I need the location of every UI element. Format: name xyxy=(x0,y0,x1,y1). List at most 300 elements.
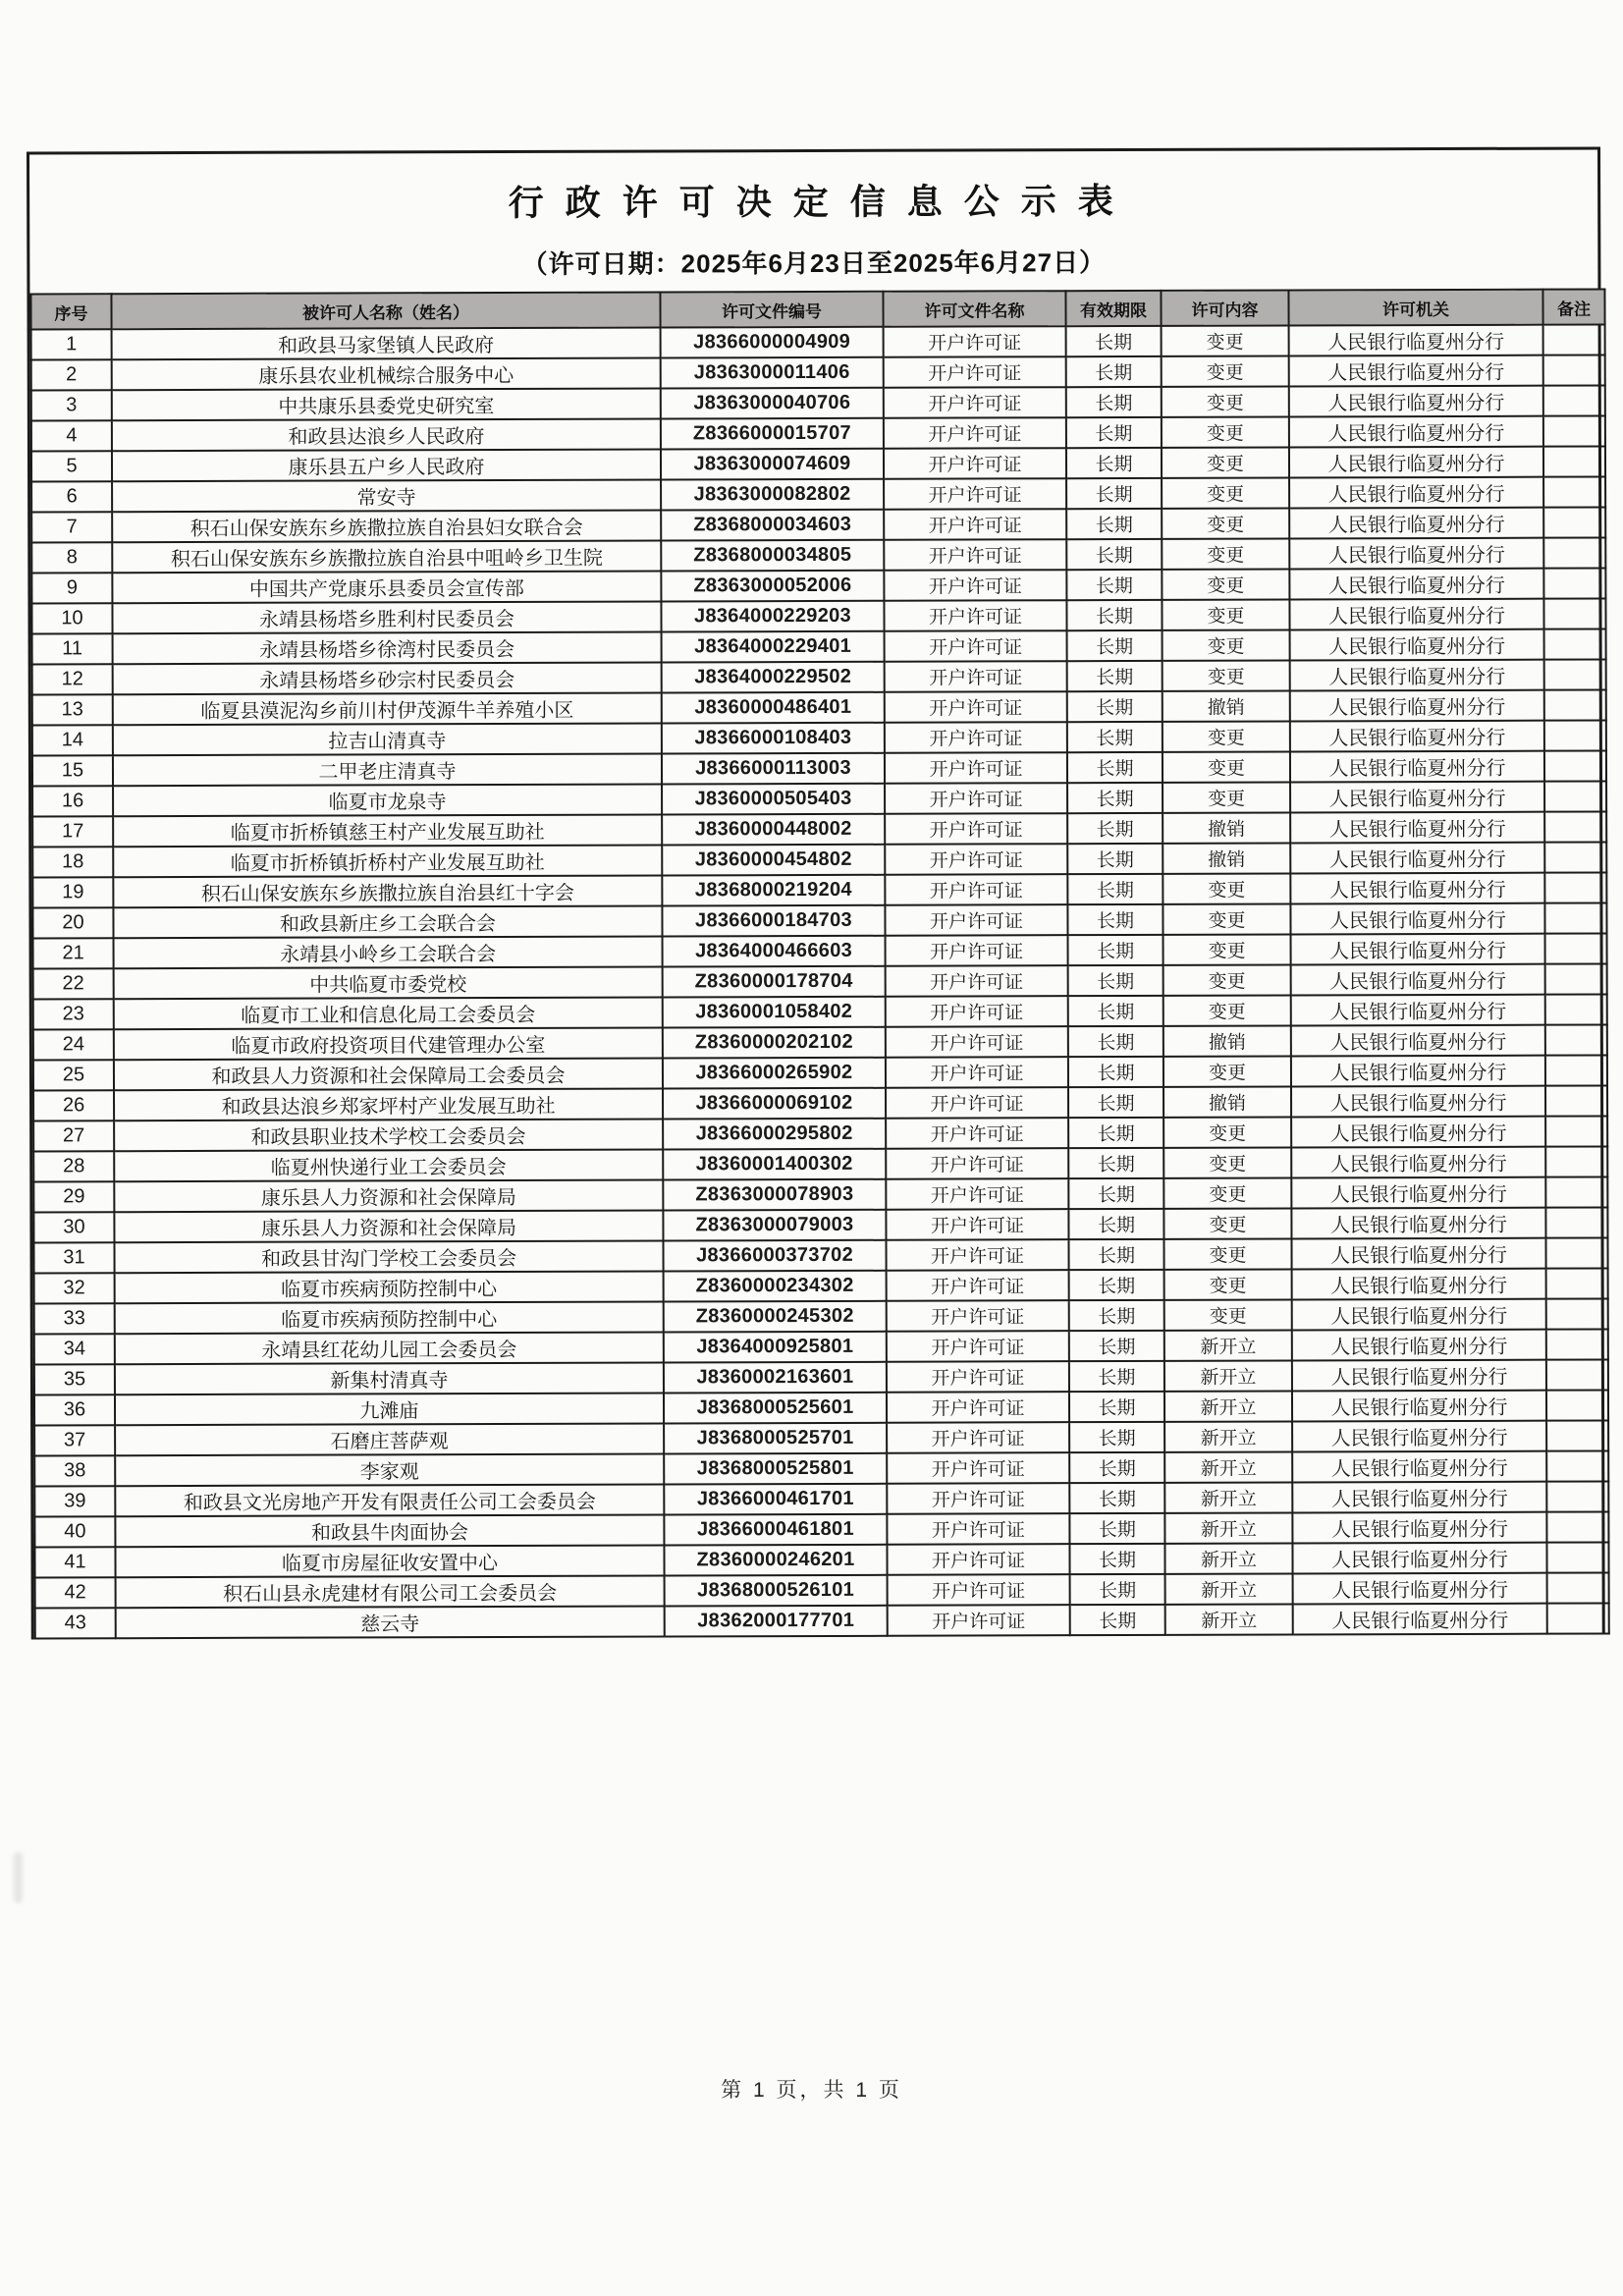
row-no: 23 xyxy=(33,999,114,1029)
validity: 长期 xyxy=(1067,722,1163,752)
table-row xyxy=(33,1207,1607,1242)
row-no: 30 xyxy=(33,1212,114,1242)
license-doc-name: 开户许可证 xyxy=(886,935,1068,966)
validity: 长期 xyxy=(1068,1209,1163,1239)
remark xyxy=(1547,1603,1609,1633)
table-row xyxy=(31,385,1605,420)
remark xyxy=(1544,842,1606,872)
license-content: 变更 xyxy=(1162,416,1289,447)
license-content: 变更 xyxy=(1162,386,1289,416)
remark xyxy=(1545,1176,1607,1207)
table-row xyxy=(35,1603,1609,1638)
license-content: 撤销 xyxy=(1163,1025,1291,1056)
row-no: 8 xyxy=(31,542,112,573)
license-doc-name: 开户许可证 xyxy=(885,630,1067,662)
license-doc-no: Z8360000246201 xyxy=(664,1545,887,1576)
authority: 人民银行临夏州分行 xyxy=(1292,1482,1546,1513)
authority: 人民银行临夏州分行 xyxy=(1289,355,1543,387)
validity: 长期 xyxy=(1068,996,1163,1026)
validity: 长期 xyxy=(1066,570,1162,600)
license-doc-name: 开户许可证 xyxy=(885,844,1067,875)
license-doc-no: J8363000040706 xyxy=(661,388,884,419)
authority: 人民银行临夏州分行 xyxy=(1292,1299,1546,1331)
table-row xyxy=(31,415,1605,451)
licensee-name: 常安寺 xyxy=(112,479,661,512)
licensee-name: 康乐县农业机械综合服务中心 xyxy=(112,357,661,390)
licensee-name: 永靖县杨塔乡砂宗村民委员会 xyxy=(113,662,662,694)
authority: 人民银行临夏州分行 xyxy=(1290,721,1544,752)
row-no: 3 xyxy=(31,390,112,420)
row-no: 24 xyxy=(33,1029,114,1060)
license-doc-name: 开户许可证 xyxy=(887,1392,1069,1423)
license-doc-no: J8366000295802 xyxy=(663,1119,886,1150)
license-doc-no: J8363000011406 xyxy=(661,357,884,389)
license-content: 新开立 xyxy=(1165,1604,1293,1634)
licensee-name: 二甲老庄清真寺 xyxy=(113,753,662,786)
column-header: 许可内容 xyxy=(1161,290,1288,325)
license-content: 变更 xyxy=(1162,599,1289,629)
authority: 人民银行临夏州分行 xyxy=(1291,1086,1545,1118)
licensee-name: 临夏市房屋征收安置中心 xyxy=(115,1545,664,1577)
validity: 长期 xyxy=(1068,965,1163,996)
license-doc-no: J8366000004909 xyxy=(661,327,884,358)
license-content: 变更 xyxy=(1162,477,1289,508)
license-doc-name: 开户许可证 xyxy=(885,661,1067,692)
table-row xyxy=(34,1329,1608,1364)
license-content: 撤销 xyxy=(1163,812,1290,843)
table-row xyxy=(31,355,1605,390)
validity: 长期 xyxy=(1066,600,1162,630)
row-no: 26 xyxy=(33,1090,114,1121)
authority: 人民银行临夏州分行 xyxy=(1289,416,1543,448)
row-no: 9 xyxy=(31,573,112,603)
license-doc-no: J8366000069102 xyxy=(663,1088,886,1120)
license-doc-name: 开户许可证 xyxy=(885,752,1067,784)
license-doc-no: J8364000466603 xyxy=(663,936,886,967)
table-row xyxy=(33,994,1607,1029)
row-no: 31 xyxy=(33,1242,114,1273)
remark xyxy=(1543,324,1605,355)
license-doc-name: 开户许可证 xyxy=(886,996,1068,1027)
authority: 人民银行临夏州分行 xyxy=(1291,1147,1545,1178)
authority: 人民银行临夏州分行 xyxy=(1289,325,1543,356)
license-doc-no: J8366000184703 xyxy=(662,905,885,937)
table-row xyxy=(34,1542,1608,1577)
remark xyxy=(1543,446,1605,476)
license-doc-name: 开户许可证 xyxy=(887,1422,1069,1453)
table-body xyxy=(31,324,1609,1638)
licensee-name: 临夏市折桥镇折桥村产业发展互助社 xyxy=(113,845,662,877)
table-row xyxy=(34,1420,1608,1455)
remark xyxy=(1543,537,1605,568)
row-no: 18 xyxy=(32,847,113,877)
validity: 长期 xyxy=(1068,1118,1163,1148)
table-row xyxy=(35,1572,1609,1608)
license-doc-name: 开户许可证 xyxy=(887,1452,1069,1484)
license-doc-no: J8360000454802 xyxy=(662,845,885,876)
row-no: 10 xyxy=(31,603,112,633)
license-doc-name: 开户许可证 xyxy=(886,1087,1068,1119)
license-content: 变更 xyxy=(1163,903,1290,934)
license-content: 变更 xyxy=(1164,1269,1292,1299)
row-no: 13 xyxy=(32,694,113,725)
license-doc-name: 开户许可证 xyxy=(888,1574,1070,1606)
licensee-name: 和政县甘沟门学校工会委员会 xyxy=(114,1240,663,1273)
license-doc-name: 开户许可证 xyxy=(887,1300,1069,1332)
authority: 人民银行临夏州分行 xyxy=(1290,903,1544,935)
table-row xyxy=(31,324,1605,359)
authority: 人民银行临夏州分行 xyxy=(1290,751,1544,783)
remark xyxy=(1544,872,1606,902)
remark xyxy=(1543,476,1605,507)
remark xyxy=(1546,1542,1608,1572)
authority: 人民银行临夏州分行 xyxy=(1293,1573,1547,1605)
license-doc-no: J8366000108403 xyxy=(662,723,885,754)
validity: 长期 xyxy=(1067,874,1163,904)
authority: 人民银行临夏州分行 xyxy=(1289,508,1543,539)
column-header: 有效期限 xyxy=(1065,291,1161,326)
table-row xyxy=(33,1024,1607,1060)
table-header xyxy=(30,289,1604,329)
authority: 人民银行临夏州分行 xyxy=(1291,934,1545,965)
table-row xyxy=(32,902,1606,938)
license-doc-no: J8368000525601 xyxy=(664,1393,887,1424)
license-content: 变更 xyxy=(1163,660,1290,690)
license-doc-no: Z8368000034805 xyxy=(661,540,884,572)
validity: 长期 xyxy=(1070,1605,1165,1635)
table-row xyxy=(32,750,1606,786)
table-row xyxy=(34,1390,1608,1425)
authority: 人民银行临夏州分行 xyxy=(1290,843,1544,874)
license-doc-name: 开户许可证 xyxy=(886,1178,1068,1210)
license-doc-name: 开户许可证 xyxy=(885,783,1067,814)
remark xyxy=(1544,659,1606,689)
row-no: 41 xyxy=(34,1547,115,1577)
license-doc-no: Z8360000178704 xyxy=(663,966,886,998)
table-row xyxy=(34,1481,1608,1516)
row-no: 2 xyxy=(31,359,112,390)
table-row xyxy=(32,842,1606,877)
validity: 长期 xyxy=(1069,1452,1164,1483)
authority: 人民银行临夏州分行 xyxy=(1289,477,1543,509)
row-no: 40 xyxy=(34,1516,115,1547)
table-row xyxy=(34,1450,1608,1486)
remark xyxy=(1545,994,1607,1024)
validity: 长期 xyxy=(1069,1422,1164,1452)
table-row xyxy=(34,1268,1608,1303)
license-doc-name: 开户许可证 xyxy=(884,356,1066,388)
remark xyxy=(1547,1572,1609,1603)
licensee-name: 和政县人力资源和社会保障局工会委员会 xyxy=(114,1058,663,1090)
row-no: 34 xyxy=(34,1334,115,1364)
license-content: 变更 xyxy=(1162,447,1289,477)
licensee-name: 永靖县红花幼儿园工会委员会 xyxy=(115,1332,664,1364)
licensee-name: 临夏州快递行业工会委员会 xyxy=(114,1149,663,1181)
license-doc-name: 开户许可证 xyxy=(884,509,1066,540)
license-content: 撤销 xyxy=(1163,1086,1291,1117)
license-doc-name: 开户许可证 xyxy=(886,1239,1068,1271)
license-doc-name: 开户许可证 xyxy=(884,600,1066,631)
row-no: 16 xyxy=(32,786,113,816)
table-row xyxy=(32,659,1606,694)
remark xyxy=(1543,355,1605,385)
authority: 人民银行临夏州分行 xyxy=(1289,447,1543,478)
validity: 长期 xyxy=(1066,509,1162,539)
licensee-name: 积石山保安族东乡族撒拉族自治县妇女联合会 xyxy=(112,510,661,542)
validity: 长期 xyxy=(1069,1270,1164,1300)
license-doc-no: Z8360000202102 xyxy=(663,1027,886,1059)
remark xyxy=(1545,933,1607,963)
permit-date-range: （许可日期：2025年6月23日至2025年6月27日） xyxy=(521,247,1107,279)
remark xyxy=(1544,781,1606,811)
validity: 长期 xyxy=(1068,1178,1163,1209)
license-content: 新开立 xyxy=(1164,1482,1292,1512)
authority: 人民银行临夏州分行 xyxy=(1290,660,1544,691)
license-content: 新开立 xyxy=(1164,1360,1292,1391)
authority: 人民银行临夏州分行 xyxy=(1292,1543,1546,1574)
validity: 长期 xyxy=(1067,691,1163,722)
authority: 人民银行临夏州分行 xyxy=(1290,690,1544,722)
license-doc-name: 开户许可证 xyxy=(887,1361,1069,1393)
licensee-name: 和政县马家堡镇人民政府 xyxy=(112,327,661,359)
validity: 长期 xyxy=(1069,1483,1164,1513)
column-header: 许可文件名称 xyxy=(883,291,1065,327)
authority: 人民银行临夏州分行 xyxy=(1289,569,1543,600)
licensee-name: 康乐县五户乡人民政府 xyxy=(112,449,661,481)
row-no: 19 xyxy=(32,877,113,907)
licensee-name: 中国共产党康乐县委员会宣传部 xyxy=(112,571,661,603)
license-doc-no: Z8363000052006 xyxy=(661,571,884,602)
authority: 人民银行临夏州分行 xyxy=(1292,1330,1546,1361)
license-content: 变更 xyxy=(1163,1238,1291,1269)
authority: 人民银行临夏州分行 xyxy=(1291,1025,1545,1057)
validity: 长期 xyxy=(1067,813,1163,844)
license-doc-name: 开户许可证 xyxy=(887,1331,1069,1362)
license-content: 新开立 xyxy=(1164,1421,1292,1451)
table-row xyxy=(32,811,1606,847)
license-doc-no: Z8368000034603 xyxy=(661,510,884,541)
validity: 长期 xyxy=(1066,387,1162,417)
column-header: 许可文件编号 xyxy=(660,292,883,328)
license-content: 变更 xyxy=(1164,1299,1292,1330)
licensee-name: 康乐县人力资源和社会保障局 xyxy=(114,1210,663,1242)
license-doc-name: 开户许可证 xyxy=(886,1118,1068,1149)
table-row xyxy=(33,1085,1607,1121)
license-doc-no: J8363000074609 xyxy=(661,449,884,480)
license-content: 变更 xyxy=(1163,1177,1291,1208)
licensee-name: 新集村清真寺 xyxy=(115,1362,664,1394)
licensee-name: 拉吉山清真寺 xyxy=(113,723,662,755)
license-doc-no: J8360000486401 xyxy=(662,692,885,724)
license-doc-name: 开户许可证 xyxy=(885,691,1067,723)
authority: 人民银行临夏州分行 xyxy=(1291,1056,1545,1087)
license-content: 变更 xyxy=(1163,721,1290,751)
license-doc-name: 开户许可证 xyxy=(884,539,1066,571)
validity: 长期 xyxy=(1066,478,1162,509)
row-no: 21 xyxy=(33,938,114,968)
authority: 人民银行临夏州分行 xyxy=(1289,538,1543,570)
license-content: 变更 xyxy=(1163,995,1291,1025)
table-row xyxy=(33,1055,1607,1090)
licensee-name: 临夏市龙泉寺 xyxy=(113,784,662,816)
license-content: 变更 xyxy=(1162,538,1289,569)
license-doc-name: 开户许可证 xyxy=(885,874,1067,905)
row-no: 12 xyxy=(32,664,113,694)
license-doc-no: J8364000229203 xyxy=(661,601,884,632)
license-content: 变更 xyxy=(1163,1117,1291,1147)
license-doc-name: 开户许可证 xyxy=(884,478,1066,510)
remark xyxy=(1545,1207,1607,1237)
licensee-name: 临夏市疾病预防控制中心 xyxy=(115,1301,664,1334)
validity: 长期 xyxy=(1069,1300,1164,1331)
authority: 人民银行临夏州分行 xyxy=(1292,1421,1546,1452)
authority: 人民银行临夏州分行 xyxy=(1289,386,1543,417)
table-row xyxy=(32,689,1606,725)
validity: 长期 xyxy=(1066,356,1162,387)
permit-decision-table xyxy=(29,288,1609,1639)
licensee-name: 石磨庄菩萨观 xyxy=(115,1423,664,1455)
table-row xyxy=(32,629,1606,664)
row-no: 33 xyxy=(34,1303,115,1334)
validity: 长期 xyxy=(1067,630,1163,661)
remark xyxy=(1545,1116,1607,1146)
validity: 长期 xyxy=(1069,1513,1164,1544)
table-row xyxy=(33,1146,1607,1181)
license-doc-name: 开户许可证 xyxy=(886,1057,1068,1088)
remark xyxy=(1545,1024,1607,1055)
license-doc-no: Z8363000079003 xyxy=(663,1210,886,1241)
remark xyxy=(1546,1420,1608,1450)
license-content: 变更 xyxy=(1163,1056,1291,1086)
license-content: 变更 xyxy=(1163,964,1291,995)
table-row xyxy=(34,1298,1608,1334)
table-row xyxy=(32,720,1606,755)
license-doc-no: Z8366000015707 xyxy=(661,418,884,450)
row-no: 43 xyxy=(35,1608,116,1638)
authority: 人民银行临夏州分行 xyxy=(1290,873,1544,904)
license-doc-no: J8368000526101 xyxy=(665,1575,888,1607)
authority: 人民银行临夏州分行 xyxy=(1289,599,1543,630)
remark xyxy=(1544,720,1606,750)
validity: 长期 xyxy=(1069,1544,1164,1574)
row-no: 17 xyxy=(32,816,113,847)
license-doc-no: Z8360000234302 xyxy=(664,1271,887,1302)
remark xyxy=(1545,1237,1607,1268)
license-doc-name: 开户许可证 xyxy=(884,326,1066,357)
licensee-name: 积石山县永虎建材有限公司工会委员会 xyxy=(116,1575,665,1608)
table-row xyxy=(33,1116,1607,1151)
license-content: 新开立 xyxy=(1164,1391,1292,1421)
licensee-name: 永靖县杨塔乡胜利村民委员会 xyxy=(112,601,661,633)
column-header: 许可机关 xyxy=(1288,290,1542,326)
row-no: 11 xyxy=(32,633,113,664)
remark xyxy=(1546,1481,1608,1511)
remark xyxy=(1545,963,1607,994)
license-doc-name: 开户许可证 xyxy=(886,965,1068,997)
license-doc-no: J8364000229502 xyxy=(662,662,885,693)
license-doc-no: J8366000373702 xyxy=(663,1240,886,1272)
license-doc-name: 开户许可证 xyxy=(887,1270,1069,1301)
row-no: 28 xyxy=(33,1151,114,1181)
license-doc-no: J8366000461801 xyxy=(664,1514,887,1546)
license-doc-name: 开户许可证 xyxy=(886,1209,1068,1240)
license-doc-name: 开户许可证 xyxy=(884,570,1066,601)
row-no: 36 xyxy=(34,1394,115,1425)
remark xyxy=(1544,811,1606,842)
row-no: 39 xyxy=(34,1486,115,1516)
license-content: 新开立 xyxy=(1164,1330,1292,1360)
column-header: 被许可人名称（姓名） xyxy=(111,292,660,329)
license-doc-no: J8360001400302 xyxy=(663,1149,886,1180)
validity: 长期 xyxy=(1067,844,1163,874)
licensee-name: 和政县新庄乡工会联合会 xyxy=(113,905,662,938)
table-row xyxy=(33,933,1607,968)
license-doc-no: J8368000525801 xyxy=(664,1453,887,1485)
authority: 人民银行临夏州分行 xyxy=(1291,964,1545,996)
license-doc-no: J8360002163601 xyxy=(664,1362,887,1394)
page-number-footer: 第 1 页，共 1 页 xyxy=(721,2079,902,2102)
row-no: 38 xyxy=(34,1455,115,1486)
licensee-name: 和政县文光房地产开发有限责任公司工会委员会 xyxy=(115,1484,664,1516)
license-doc-no: J8366000461701 xyxy=(664,1484,887,1515)
license-doc-name: 开户许可证 xyxy=(885,722,1067,753)
license-doc-name: 开户许可证 xyxy=(886,1148,1068,1179)
licensee-name: 临夏县漠泥沟乡前川村伊茂源牛羊养殖小区 xyxy=(113,692,662,725)
license-content: 撤销 xyxy=(1163,843,1290,873)
license-doc-name: 开户许可证 xyxy=(886,1026,1068,1058)
table-row xyxy=(31,537,1605,573)
licensee-name: 和政县牛肉面协会 xyxy=(115,1514,664,1547)
validity: 长期 xyxy=(1067,904,1163,935)
validity: 长期 xyxy=(1070,1574,1165,1605)
remark xyxy=(1545,1055,1607,1085)
licensee-name: 临夏市疾病预防控制中心 xyxy=(115,1271,664,1303)
authority: 人民银行临夏州分行 xyxy=(1290,629,1544,661)
authority: 人民银行临夏州分行 xyxy=(1291,1208,1545,1239)
row-no: 5 xyxy=(31,451,112,481)
authority: 人民银行临夏州分行 xyxy=(1291,1238,1545,1270)
licensee-name: 永靖县杨塔乡徐湾村民委员会 xyxy=(113,631,662,664)
license-content: 变更 xyxy=(1163,782,1290,812)
authority: 人民银行临夏州分行 xyxy=(1291,1117,1545,1148)
table-row xyxy=(31,507,1605,542)
table-row xyxy=(31,598,1605,633)
remark xyxy=(1546,1450,1608,1481)
license-doc-no: J8364000229401 xyxy=(662,631,885,663)
licensee-name: 李家观 xyxy=(115,1453,664,1486)
license-content: 变更 xyxy=(1163,629,1290,660)
licensee-name: 积石山保安族东乡族撒拉族自治县中咀岭乡卫生院 xyxy=(112,540,661,573)
license-content: 变更 xyxy=(1163,1208,1291,1238)
table-row xyxy=(33,1176,1607,1212)
licensee-name: 慈云寺 xyxy=(116,1606,665,1638)
licensee-name: 和政县达浪乡郑家坪村产业发展互助社 xyxy=(114,1088,663,1121)
licensee-name: 中共康乐县委党史研究室 xyxy=(112,388,661,420)
remark xyxy=(1545,1085,1607,1116)
table-row xyxy=(34,1359,1608,1394)
row-no: 27 xyxy=(33,1121,114,1151)
license-content: 变更 xyxy=(1162,508,1289,538)
validity: 长期 xyxy=(1066,539,1162,570)
table-header-row xyxy=(30,289,1604,329)
authority: 人民银行临夏州分行 xyxy=(1290,812,1544,844)
row-no: 20 xyxy=(32,907,113,938)
licensee-name: 康乐县人力资源和社会保障局 xyxy=(114,1179,663,1212)
row-no: 6 xyxy=(31,481,112,512)
remark xyxy=(1546,1329,1608,1359)
license-doc-name: 开户许可证 xyxy=(885,904,1067,936)
authority: 人民银行临夏州分行 xyxy=(1292,1512,1546,1544)
